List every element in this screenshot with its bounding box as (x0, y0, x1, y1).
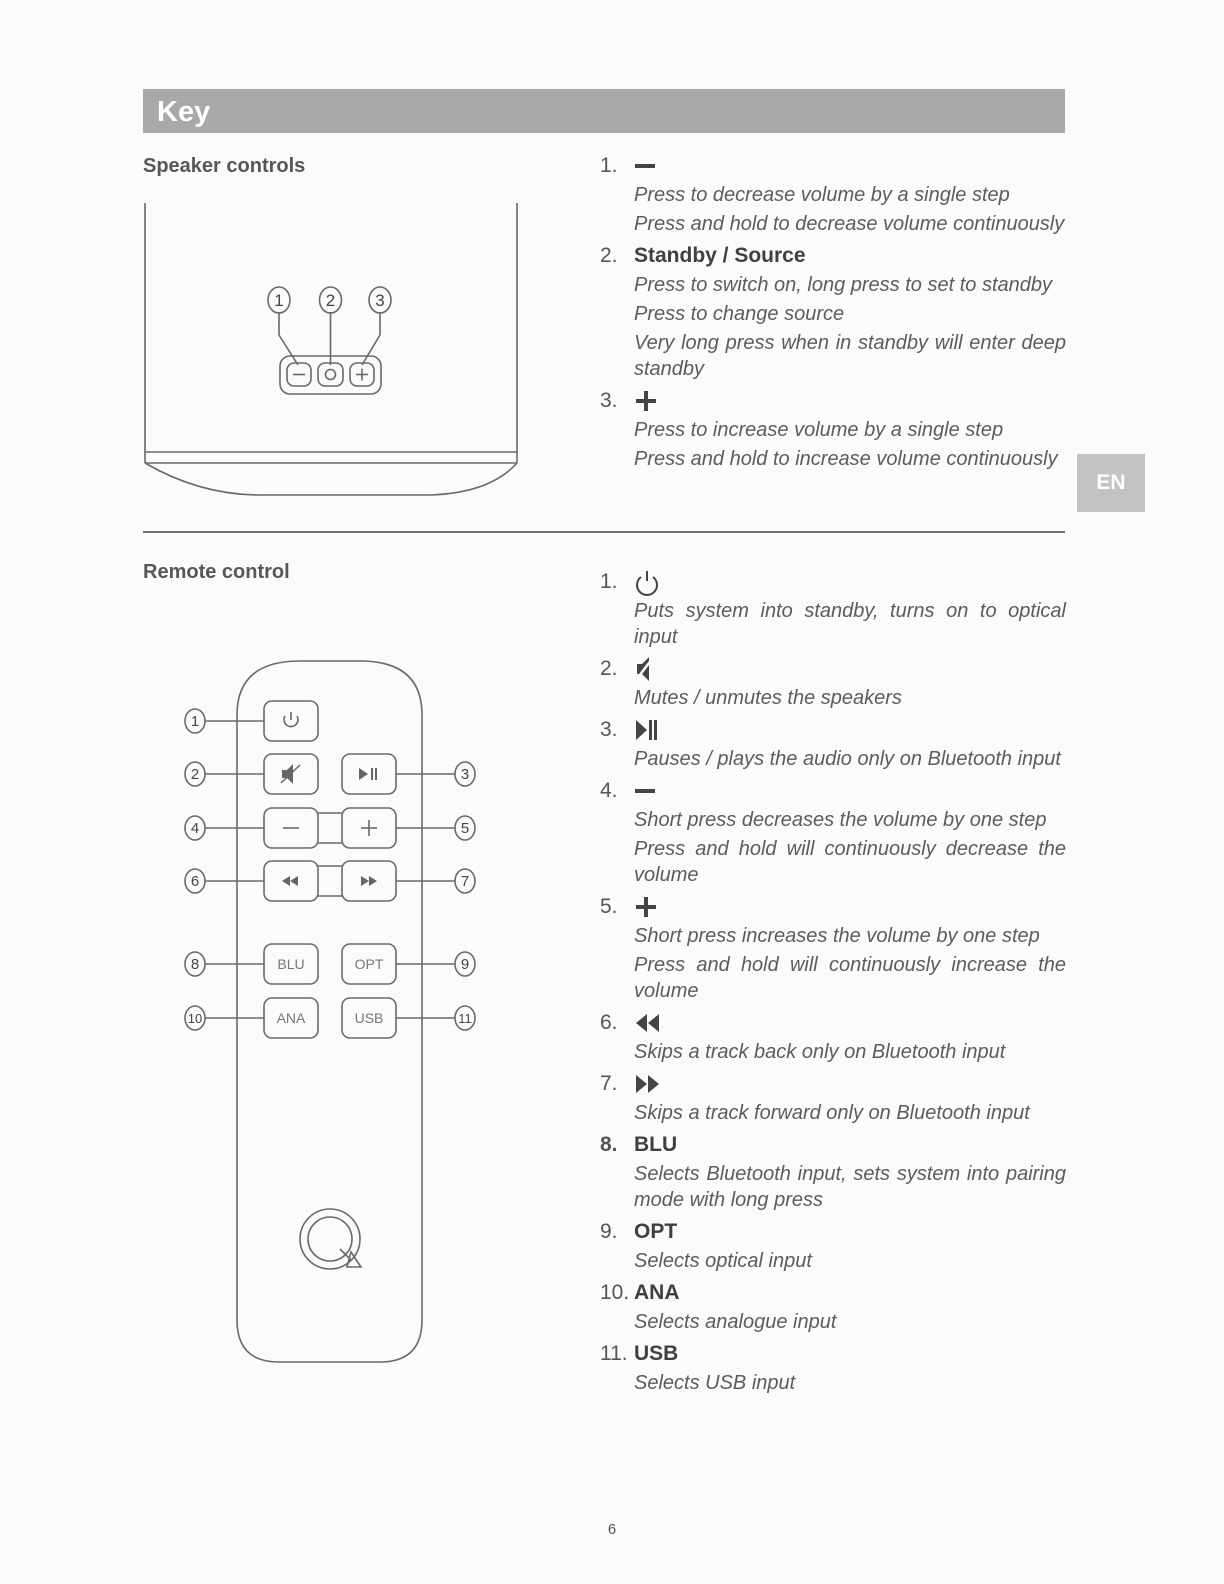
remote-callout-3: 3 (460, 766, 470, 783)
item-desc: Selects optical input (634, 1250, 812, 1272)
speaker-item-3 (600, 385, 1066, 472)
item-label: USB (634, 1342, 679, 1365)
speaker-callout-3: 3 (375, 291, 385, 310)
key-header-bar (143, 89, 1065, 133)
item-desc: Press to decrease volume by a single step (634, 184, 1010, 206)
remote-ana-button: ANA (276, 1010, 306, 1026)
section-divider (143, 531, 1065, 533)
item-desc: Press and hold will continuously decrease the volume (634, 838, 1066, 886)
remote-opt-button: OPT (354, 956, 384, 972)
item-desc: Press to switch on, long press to set to standby (634, 274, 1052, 296)
play-pause-icon (634, 717, 660, 743)
page-number: 6 (607, 1521, 617, 1538)
remote-callout-4: 4 (190, 820, 200, 837)
item-number: 1. (600, 570, 618, 593)
item-label: BLU (634, 1133, 678, 1156)
item-number: 3. (600, 718, 618, 741)
item-number: 10. (600, 1281, 630, 1304)
power-icon (634, 568, 660, 596)
remote-callout-9: 9 (460, 956, 470, 973)
item-desc: Skips a track forward only on Bluetooth input (634, 1102, 1030, 1124)
remote-item-5 (600, 891, 1066, 1004)
remote-item-11 (600, 1338, 1066, 1396)
remote-blu-button: BLU (277, 956, 305, 972)
item-desc: Pauses / plays the audio only on Bluetooth input (634, 748, 1061, 770)
minus-icon (634, 786, 656, 796)
item-desc: Puts system into standby, turns on to optical input (634, 600, 1066, 648)
remote-control-title: Remote control (143, 561, 290, 583)
remote-callout-7: 7 (460, 873, 470, 890)
remote-callout-2: 2 (190, 766, 200, 783)
item-number: 4. (600, 779, 618, 802)
item-number: 8. (600, 1133, 618, 1156)
item-number: 7. (600, 1072, 618, 1095)
item-desc: Selects analogue input (634, 1311, 837, 1333)
item-desc: Press and hold to increase volume continuously (634, 448, 1058, 470)
item-label: ANA (634, 1281, 680, 1304)
key-title: Key (157, 96, 211, 128)
rewind-icon (634, 1011, 662, 1035)
plus-icon (634, 895, 658, 919)
speaker-controls-title: Speaker controls (143, 155, 306, 177)
remote-callout-10: 10 (187, 1011, 203, 1026)
remote-item-4 (600, 775, 1066, 888)
item-desc: Selects Bluetooth input, sets system into pairing mode with long press (634, 1163, 1066, 1211)
item-desc: Press to change source (634, 303, 845, 325)
remote-item-1 (600, 566, 1066, 650)
remote-item-9 (600, 1216, 1066, 1274)
item-desc: Press to increase volume by a single step (634, 419, 1004, 441)
remote-callout-8: 8 (190, 956, 200, 973)
item-desc: Mutes / unmutes the speakers (634, 687, 902, 709)
remote-callout-5: 5 (460, 820, 470, 837)
speaker-item-1 (600, 150, 1066, 237)
item-desc: Skips a track back only on Bluetooth input (634, 1041, 1006, 1063)
remote-item-3 (600, 714, 1066, 772)
remote-usb-button: USB (354, 1010, 384, 1026)
item-desc: Selects USB input (634, 1372, 796, 1394)
remote-callout-1: 1 (190, 713, 200, 730)
item-desc: Press and hold to decrease volume continuously (634, 213, 1065, 235)
item-number: 11. (600, 1342, 628, 1365)
remote-callout-6: 6 (190, 873, 200, 890)
item-number: 9. (600, 1220, 618, 1243)
remote-item-7 (600, 1068, 1066, 1126)
remote-item-6 (600, 1007, 1066, 1065)
remote-control-list (600, 566, 1066, 1399)
speaker-controls-list (600, 150, 1066, 475)
remote-callout-11: 11 (458, 1011, 472, 1026)
item-number: 6. (600, 1011, 618, 1034)
item-number: 1. (600, 154, 618, 177)
remote-illustration (175, 655, 490, 1370)
item-desc: Short press increases the volume by one step (634, 925, 1040, 947)
plus-icon (634, 389, 658, 413)
speaker-callout-1: 1 (274, 291, 284, 310)
speaker-callout-2: 2 (325, 291, 336, 310)
item-desc: Press and hold will continuously increase the volume (634, 954, 1066, 1002)
speaker-illustration (140, 195, 525, 505)
item-number: 2. (600, 657, 618, 680)
item-label: Standby / Source (634, 244, 806, 267)
speaker-item-2 (600, 240, 1066, 382)
item-number: 5. (600, 895, 618, 918)
item-desc: Very long press when in standby will enter deep standby (634, 332, 1066, 380)
item-desc: Short press decreases the volume by one step (634, 809, 1047, 831)
item-number: 2. (600, 244, 618, 267)
mute-icon (634, 654, 656, 684)
remote-item-2 (600, 653, 1066, 711)
fast-forward-icon (634, 1072, 662, 1096)
language-tab: EN (1077, 454, 1145, 512)
remote-item-10 (600, 1277, 1066, 1335)
remote-item-8 (600, 1129, 1066, 1213)
item-label: OPT (634, 1220, 678, 1243)
item-number: 3. (600, 389, 618, 412)
minus-icon (634, 161, 656, 171)
